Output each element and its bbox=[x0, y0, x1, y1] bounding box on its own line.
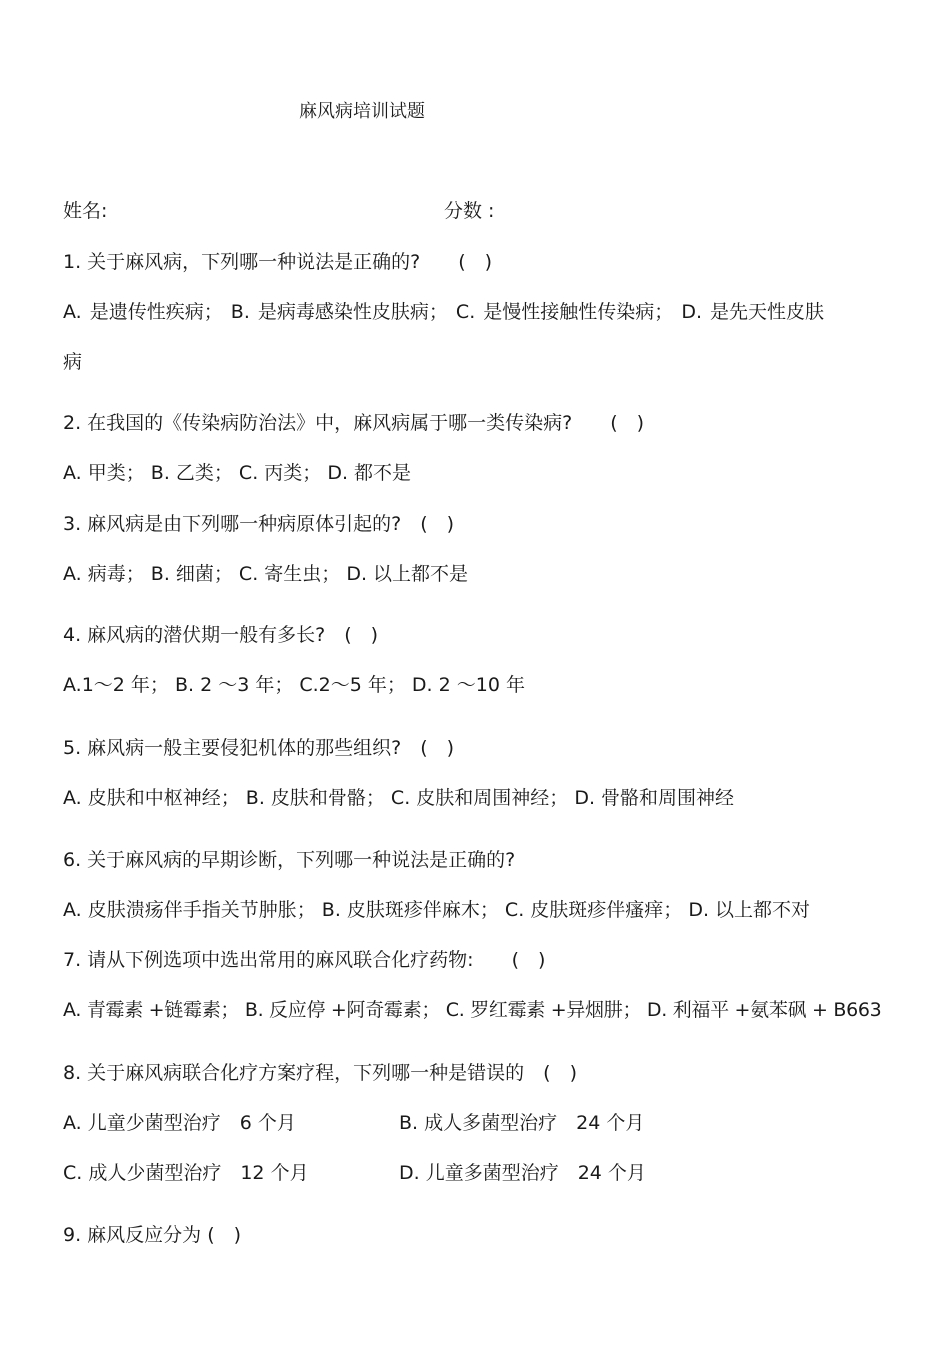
question-5: 5. 麻风病一般主要侵犯机体的那些组织? ( ) bbox=[63, 737, 455, 759]
question-4-options: A.1～2 年； B. 2 ～3 年； C.2～5 年； D. 2 ～10 年 bbox=[63, 674, 525, 696]
question-2: 2. 在我国的《传染病防治法》中，麻风病属于哪一类传染病? ( ) bbox=[63, 412, 645, 434]
question-1-options-cont: 病 bbox=[63, 351, 83, 373]
question-6: 6. 关于麻风病的早期诊断，下列哪一种说法是正确的? bbox=[63, 849, 516, 871]
question-9: 9. 麻风反应分为 ( ) bbox=[63, 1224, 242, 1246]
question-6-options: A. 皮肤溃疡伴手指关节肿胀； B. 皮肤斑疹伴麻木； C. 皮肤斑疹伴瘙痒； D. 以上都不对 bbox=[63, 899, 811, 921]
question-7: 7. 请从下例选项中选出常用的麻风联合化疗药物: ( ) bbox=[63, 949, 546, 971]
question-5-options: A. 皮肤和中枢神经； B. 皮肤和骨骼； C. 皮肤和周围神经； D. 骨骼和周围神经 bbox=[63, 787, 735, 809]
question-8-option-c: C. 成人少菌型治疗 12 个月 bbox=[63, 1162, 309, 1184]
question-3-options: A. 病毒； B. 细菌； C. 寄生虫； D. 以上都不是 bbox=[63, 563, 469, 585]
page-title: 麻风病培训试题 bbox=[299, 101, 425, 122]
question-1-options: A. 是遗传性疾病； B. 是病毒感染性皮肤病； C. 是慢性接触性传染病； D. 是先天性皮肤 bbox=[63, 301, 825, 323]
name-label: 姓名: bbox=[63, 200, 108, 222]
score-label: 分数 : bbox=[444, 200, 495, 222]
question-8-option-b: B. 成人多菌型治疗 24 个月 bbox=[399, 1112, 645, 1134]
question-8-option-d: D. 儿童多菌型治疗 24 个月 bbox=[399, 1162, 646, 1184]
question-3: 3. 麻风病是由下列哪一种病原体引起的? ( ) bbox=[63, 513, 455, 535]
question-7-options: A. 青霉素 +链霉素； B. 反应停 +阿奇霉素； C. 罗红霉素 +异烟肼； D. 利福平 +氨苯砜 + B663 bbox=[63, 999, 882, 1021]
question-2-options: A. 甲类； B. 乙类； C. 丙类； D. 都不是 bbox=[63, 462, 412, 484]
question-8-option-a: A. 儿童少菌型治疗 6 个月 bbox=[63, 1112, 296, 1134]
question-8: 8. 关于麻风病联合化疗方案疗程，下列哪一种是错误的 ( ) bbox=[63, 1062, 577, 1084]
question-1: 1. 关于麻风病，下列哪一种说法是正确的? ( ) bbox=[63, 251, 493, 273]
question-4: 4. 麻风病的潜伏期一般有多长? ( ) bbox=[63, 624, 379, 646]
